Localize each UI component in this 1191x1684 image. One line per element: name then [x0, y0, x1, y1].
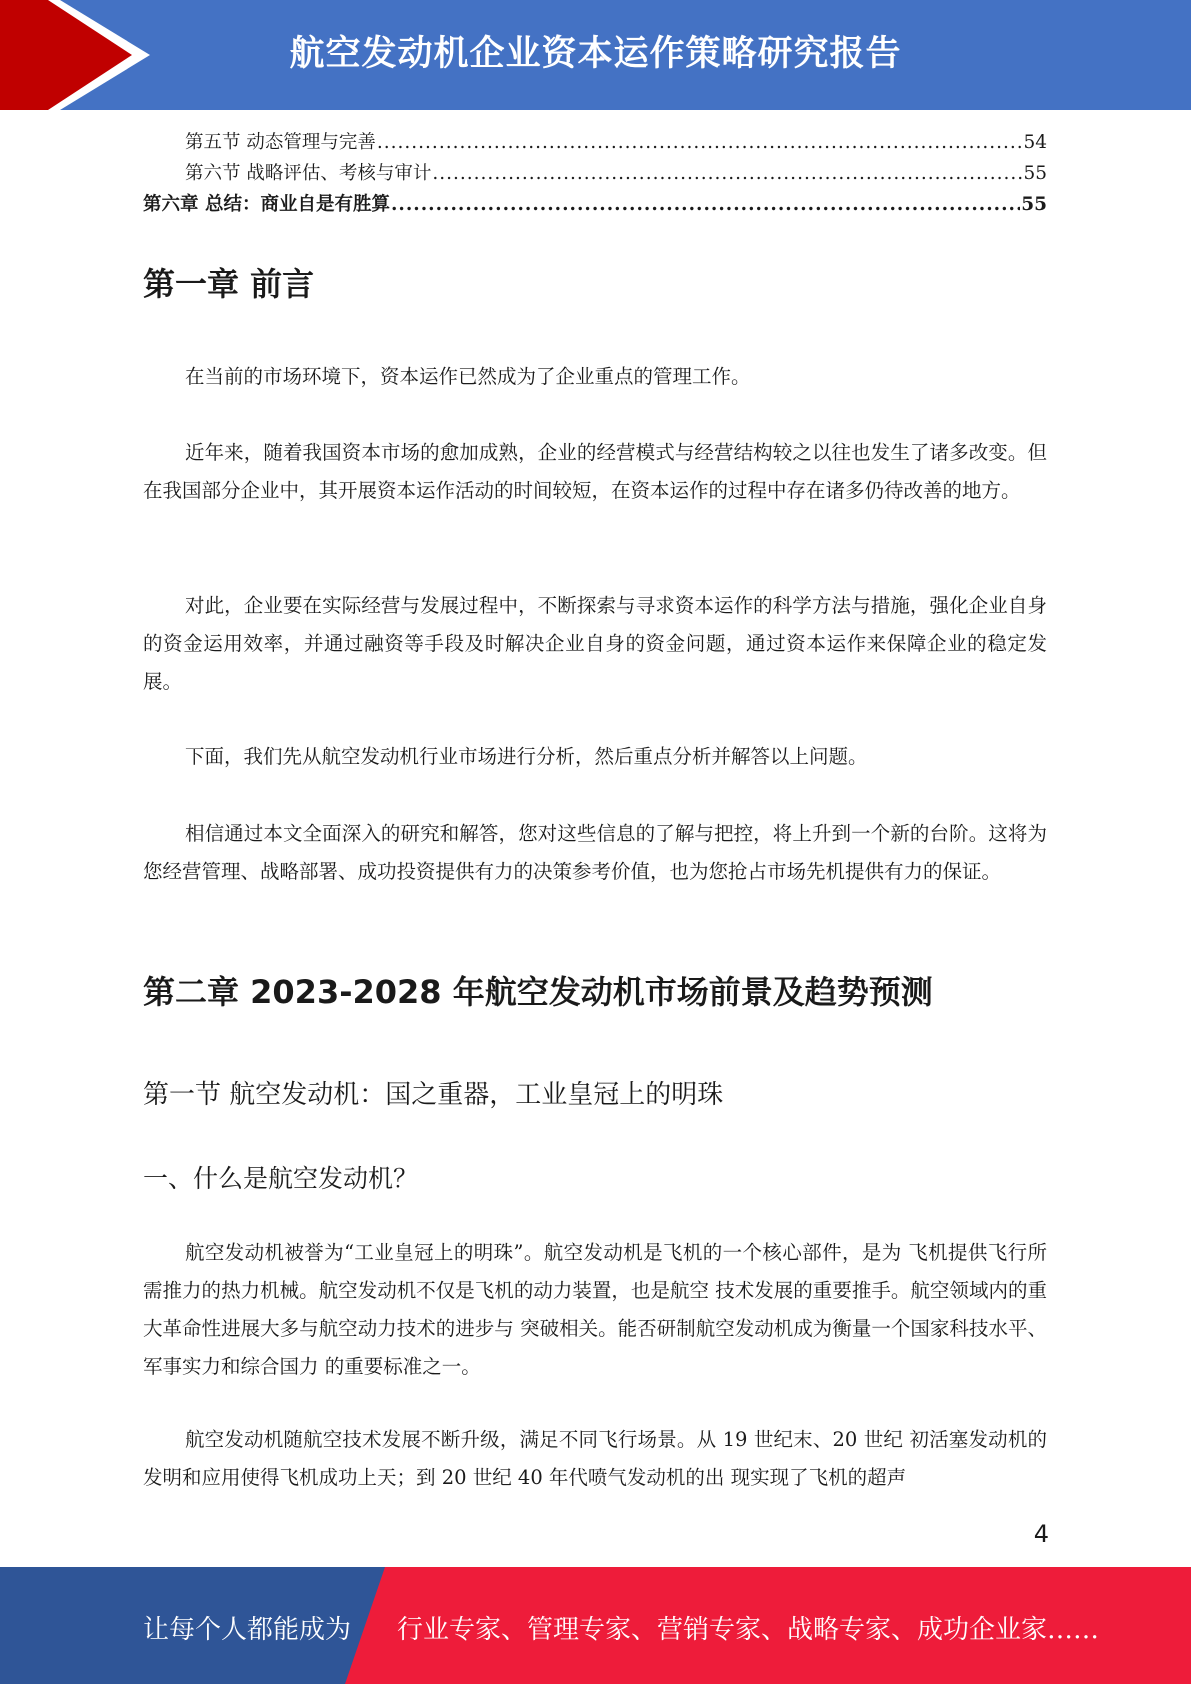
paragraph: 下面，我们先从航空发动机行业市场进行分析，然后重点分析并解答以上问题。 — [185, 745, 868, 768]
toc-entry-page: 55 — [1023, 163, 1047, 184]
report-title: 航空发动机企业资本运作策略研究报告 — [289, 34, 902, 74]
toc-entry[interactable] — [143, 162, 1047, 186]
toc-entry-label: 第五节 动态管理与完善 — [185, 132, 376, 153]
toc-leader-dots — [432, 162, 1022, 186]
paragraph: 对此，企业要在实际经营与发展过程中，不断探索与寻求资本运作的科学方法与措施，强化企业自身的资金运用效率，并通过融资等手段及时解决企业自身的资金问题，通过资本运作来保障企业的稳定发展。 — [143, 594, 1047, 693]
paragraph: 在当前的市场环境下，资本运作已然成为了企业重点的管理工作。 — [185, 365, 751, 388]
footer-slogan-left: 让每个人都能成为 — [143, 1615, 352, 1645]
chapter-1-heading: 第一章 前言 — [143, 265, 315, 303]
toc-entry[interactable] — [143, 131, 1047, 155]
toc-entry-label: 第六章 总结：商业自是有胜算 — [143, 194, 390, 215]
toc-leader-dots — [391, 193, 1020, 217]
page-footer — [0, 1567, 1191, 1684]
section-heading: 第一节 航空发动机：国之重器，工业皇冠上的明珠 — [143, 1080, 724, 1110]
paragraph: 航空发动机随航空技术发展不断升级，满足不同飞行场景。从 19 世纪末、20 世纪 初活塞发动机的发明和应用使得飞机成功上天；到 20 世纪 40 年代喷气发动机的出 现实现了飞机的超声 — [143, 1428, 1047, 1489]
toc-entry-chapter[interactable] — [143, 193, 1047, 217]
paragraph: 航空发动机被誉为“工业皇冠上的明珠”。航空发动机是飞机的一个核心部件，是为 飞机提供飞行所需推力的热力机械。航空发动机不仅是飞机的动力装置，也是航空 技术发展的重要推手。航空领域内的重大革命性进展大多与航空动力技术的进步与 突破相关。能否研制航空发动机成为衡量一个国家科技水平、军事实力和综合国力 的重要标准之一。 — [143, 1241, 1047, 1378]
chapter-2-heading: 第二章 2023-2028 年航空发动机市场前景及趋势预测 — [143, 973, 933, 1011]
toc-leader-dots — [377, 131, 1023, 155]
toc-entry-label: 第六节 战略评估、考核与审计 — [185, 163, 432, 184]
footer-slogan-right: 行业专家、管理专家、营销专家、战略专家、成功企业家…… — [397, 1615, 1100, 1645]
subsection-heading: 一、什么是航空发动机？ — [143, 1164, 419, 1193]
page-number: 4 — [1033, 1520, 1049, 1548]
paragraph: 近年来，随着我国资本市场的愈加成熟，企业的经营模式与经营结构较之以往也发生了诸多改变。但在我国部分企业中，其开展资本运作活动的时间较短，在资本运作的过程中存在诸多仍待改善的地方。 — [143, 441, 1047, 502]
toc-entry-page: 55 — [1021, 194, 1047, 215]
page-header — [0, 0, 1191, 110]
toc-entry-page: 54 — [1023, 132, 1047, 153]
paragraph: 相信通过本文全面深入的研究和解答，您对这些信息的了解与把控，将上升到一个新的台阶。这将为您经营管理、战略部署、成功投资提供有力的决策参考价值，也为您抢占市场先机提供有力的保证。 — [143, 822, 1047, 883]
